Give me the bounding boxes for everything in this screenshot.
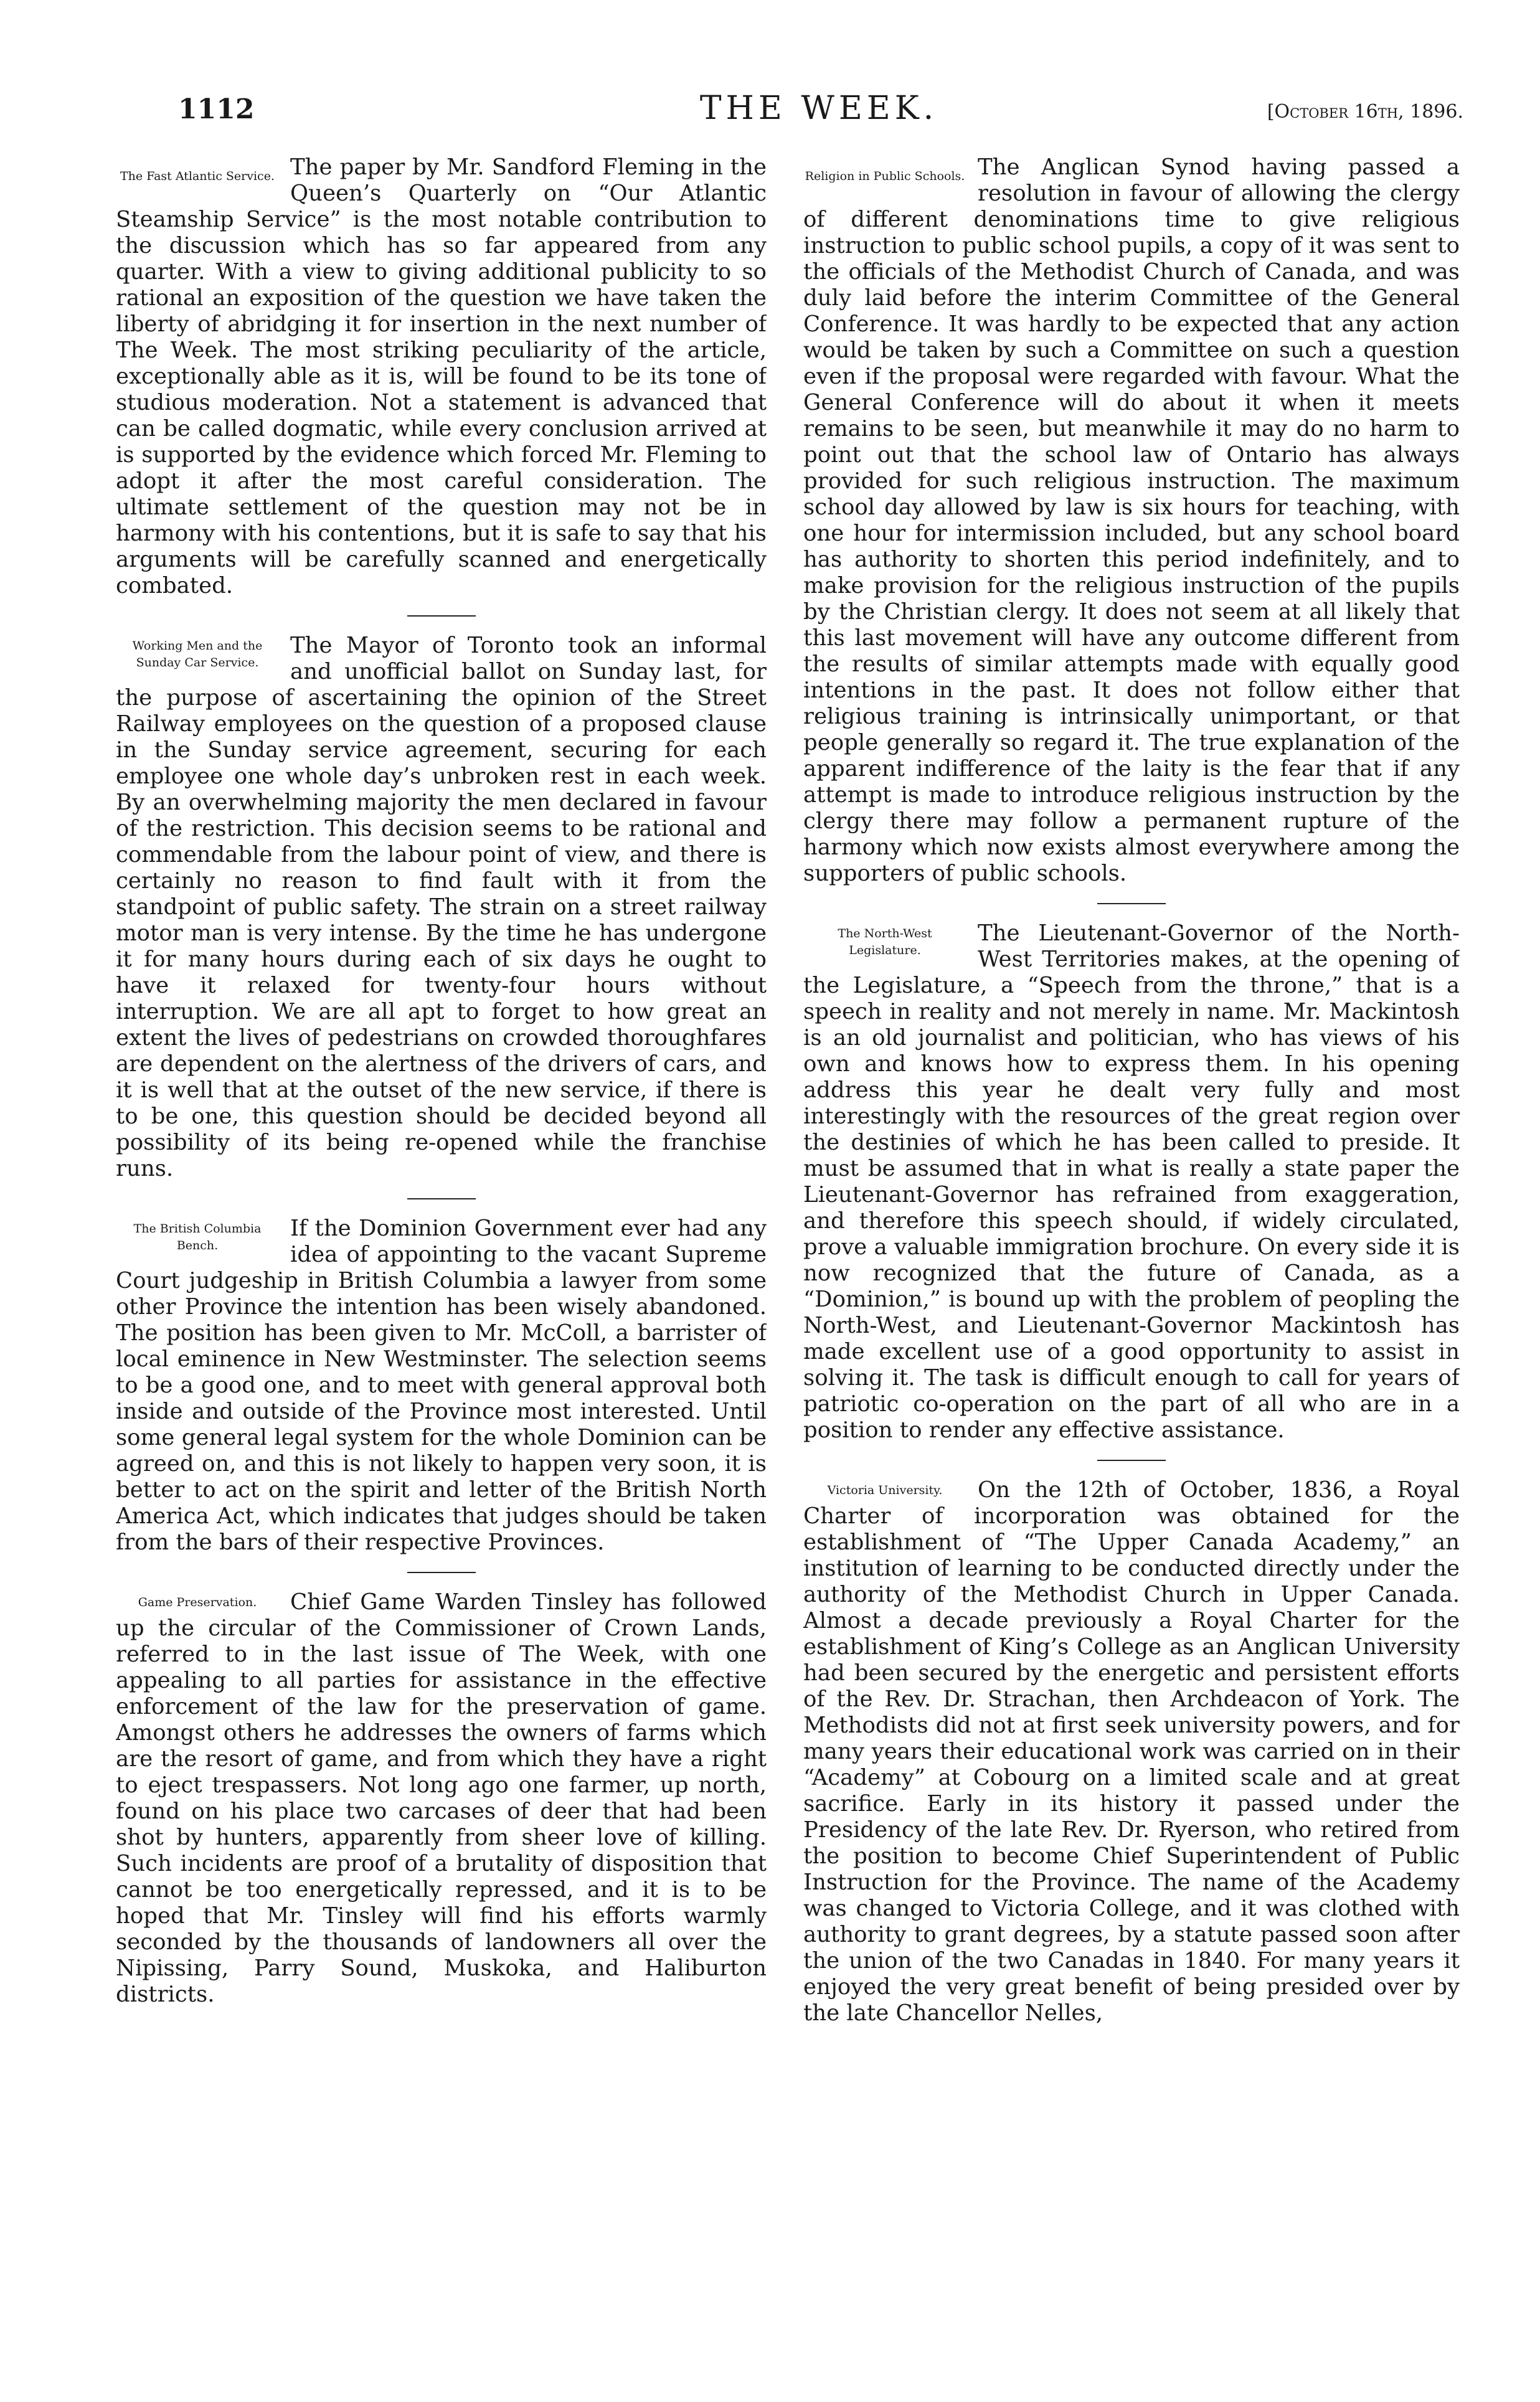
article-victoria-university xyxy=(803,1477,1460,2026)
article-text: The paper by Mr. Sandford Fleming in the Queen’s Quarterly on “Our Atlantic Steamship Service” is the most notable contribution to the discussion which has so far appeared from any quarter. With a view to giving additional publicity to so rational an exposition of the question we have taken the liberty of abridging it for insertion in the next number of The Week. The most striking peculiarity of the article, exceptionally able as it is, will be found to be its tone of studious moderation. Not a statement is advanced that can be called dogmatic, while every conclusion arrived at is supported by the evidence which forced Mr. Fleming to adopt it after the most careful consideration. The ultimate settlement of the question may not be in harmony with his contentions, but it is safe to say that his arguments will be carefully scanned and energetically combated. xyxy=(116,154,767,598)
publication-title: THE WEEK. xyxy=(699,90,938,127)
page-number: 1112 xyxy=(178,93,255,125)
page-header xyxy=(174,90,1463,143)
article-text: If the Dominion Government ever had any idea of appointing to the vacant Supreme Court judgeship in British Columbia a lawyer from some other Province the intention has been wisely abandoned. The position has been given to Mr. McColl, a barrister of local eminence in New Westminster. The selection seems to be a good one, and to meet with general approval both inside and outside of the Province most interested. Until some general legal system for the whole Dominion can be agreed on, and this is not likely to happen very soon, it is better to act on the spirit and letter of the British North America Act, which indicates that judges should be taken from the bars of their respective Provinces. xyxy=(116,1216,767,1555)
issue-date: [October 16th, 1896. xyxy=(1267,101,1463,123)
article-text: The Anglican Synod having passed a resolution in favour of allowing the clergy of different denominations time to give religious instruction to public school pupils, a copy of it was sent to the officials of the Methodist Church of Canada, and was duly laid before the interim Committee of the General Conference. It was hardly to be expected that any action would be taken by such a Committee on such a question even if the proposal were regarded with favour. What the General Conference will do about it when it meets remains to be seen, but meanwhile it may do no harm to point out that the school law of Ontario has always provided for such religious instruction. The maximum school day allowed by law is six hours for teaching, with one hour for intermission included, but any school board has authority to shorten this period indefinitely, and to make provision for the religious instruction of the pupils by the Christian clergy. It does not seem at all likely that this last movement will have any outcome different from the results of similar attempts made with equally good intentions in the past. It does not follow either that religious training is intrinsically unimportant, or that people generally so regard it. The true explanation of the apparent indifference of the laity is the fear that if any attempt is made to introduce religious instruction by the clergy there may follow a permanent rupture of the harmony which now exists almost everywhere among the supporters of public schools. xyxy=(803,154,1460,886)
article-british-columbia-bench xyxy=(116,1216,767,1556)
section-divider xyxy=(1097,903,1166,904)
side-note: Working Men and the Sunday Car Service. xyxy=(132,639,263,669)
section-divider xyxy=(407,1572,476,1573)
side-note: The North-West Legislature. xyxy=(838,927,932,957)
article-text: The Lieutenant-Governor of the North-West Territories makes, at the opening of the Legislature, a “Speech from the throne,” that is a speech in reality and not merely in name. Mr. Mackintosh is an old journalist and politician, who has views of his own and knows how to express them. In his opening address this year he dealt very fully and most interestingly with the resources of the great region over the destinies of which he has been called to preside. It must be assumed that in what is really a state paper the Lieutenant-Governor has refrained from exaggeration, and therefore this speech should, if widely circulated, prove a valuable immigration brochure. On every side it is now recognized that the future of Canada, as a “Dominion,” is bound up with the problem of peopling the North-West, and Lieutenant-Governor Mackintosh has made excellent use of a good opportunity to assist in solving it. The task is difficult enough to call for years of patriotic co-operation on the part of all who are in a position to render any effective assistance. xyxy=(803,920,1460,1443)
article-text: Chief Game Warden Tinsley has followed up the circular of the Commissioner of Crown Lands, referred to in the last issue of The Week, with one appealing to all parties for assistance in the effective enforcement of the law for the preservation of game. Amongst others he addresses the owners of farms which are the resort of game, and from which they have a right to eject trespassers. Not long ago one farmer, up north, found on his place two carcases of deer that had been shot by hunters, apparently from sheer love of killing. Such incidents are proof of a brutality of disposition that cannot be too energetically repressed, and it is to be hoped that Mr. Tinsley will find his efforts warmly seconded by the thousands of landowners all over the Nipissing, Parry Sound, Muskoka, and Haliburton districts. xyxy=(116,1589,767,2007)
side-note: The Fast Atlantic Service. xyxy=(120,169,275,183)
section-divider xyxy=(407,1198,476,1199)
side-note: Victoria University. xyxy=(827,1483,943,1497)
article-working-men-sunday-cars xyxy=(116,633,767,1182)
side-note: Religion in Public Schools. xyxy=(805,169,965,183)
right-column xyxy=(803,154,1460,2026)
side-note: Game Preservation. xyxy=(138,1596,257,1609)
article-fast-atlantic-service xyxy=(116,154,767,599)
side-note: The British Columbia Bench. xyxy=(133,1222,262,1252)
section-divider xyxy=(1097,1460,1166,1461)
article-text: On the 12th of October, 1836, a Royal Charter of incorporation was obtained for the establishment of “The Upper Canada Academy,” an institution of learning to be conducted directly under the authority of the Methodist Church in Upper Canada. Almost a decade previously a Royal Charter for the establishment of King’s College as an Anglican University had been secured by the energetic and persistent efforts of the Rev. Dr. Strachan, then Archdeacon of York. The Methodists did not at first seek university powers, and for many years their educational work was carried on in their “Academy” at Cobourg on a limited scale and at great sacrifice. Early in its history it passed under the Presidency of the late Rev. Dr. Ryerson, who retired from the position to become Chief Superintendent of Public Instruction for the Province. The name of the Academy was changed to Victoria College, and it was clothed with authority to grant degrees, by a statute passed soon after the union of the two Canadas in 1840. For many years it enjoyed the very great benefit of being presided over by the late Chancellor Nelles, xyxy=(803,1477,1460,2026)
left-column xyxy=(116,154,767,2008)
article-north-west-legislature xyxy=(803,920,1460,1444)
section-divider xyxy=(407,615,476,617)
article-religion-in-public-schools xyxy=(803,154,1460,887)
article-game-preservation xyxy=(116,1589,767,2008)
article-text: The Mayor of Toronto took an informal and unofficial ballot on Sunday last, for the purpose of ascertaining the opinion of the Street Railway employees on the question of a proposed clause in the Sunday service agreement, securing for each employee one whole day’s unbroken rest in each week. By an overwhelming majority the men declared in favour of the restriction. This decision seems to be rational and commendable from the labour point of view, and there is certainly no reason to find fault with it from the standpoint of public safety. The strain on a street railway motor man is very intense. By the time he has undergone it for many hours during each of six days he ought to have it relaxed for twenty-four hours without interruption. We are all apt to forget to how great an extent the lives of pedestrians on crowded thoroughfares are dependent on the alertness of the drivers of cars, and it is well that at the outset of the new service, if there is to be one, this question should be decided beyond all possibility of its being re-opened while the franchise runs. xyxy=(116,633,767,1181)
